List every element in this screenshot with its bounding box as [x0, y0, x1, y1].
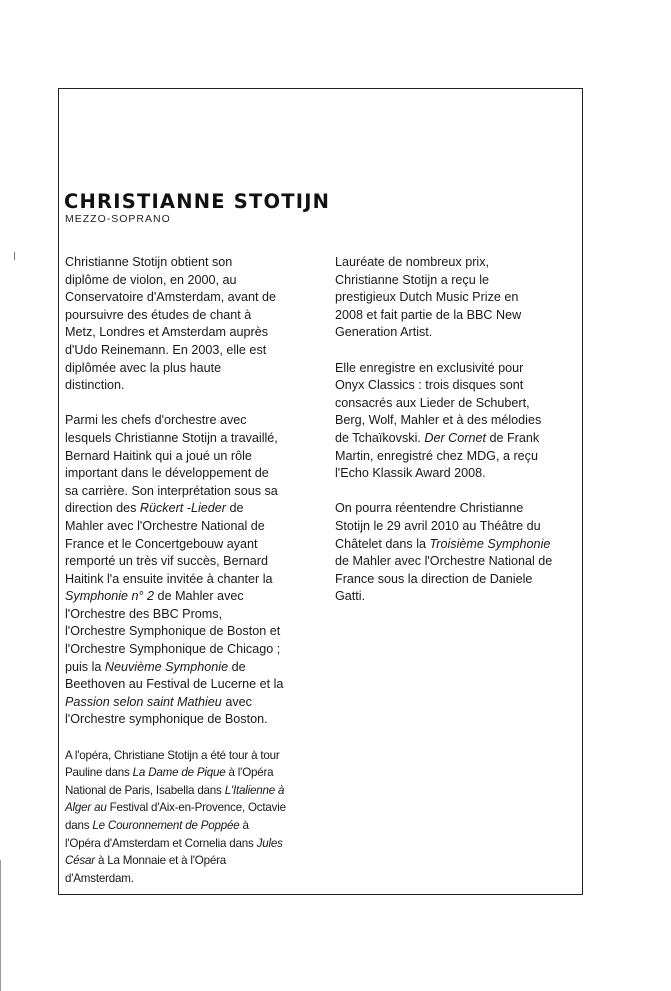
work-title: Rückert -Lieder — [139, 501, 226, 516]
text-line — [65, 835, 305, 853]
text-line: diplômée avec la plus haute — [65, 360, 222, 375]
text-line: France et le Concertgebouw ayant — [65, 536, 258, 551]
text-line — [65, 659, 305, 677]
right-column — [335, 254, 580, 623]
text-run: puis la — [65, 659, 105, 674]
text-line — [65, 782, 305, 800]
text-run: de Tchaïkovski. — [335, 430, 425, 445]
text-line — [65, 764, 305, 782]
text-line: d'Amsterdam. — [65, 871, 134, 885]
left-column — [65, 254, 305, 905]
bio-paragraph-6 — [335, 500, 580, 606]
text-line: diplôme de violon, en 2000, au — [65, 272, 237, 287]
text-run: Pauline dans — [65, 766, 133, 780]
text-line: Berg, Wolf, Mahler et à des mélodies — [335, 413, 542, 428]
work-title: Troisième Symphonie — [429, 536, 551, 551]
text-line: On pourra réentendre Christianne — [335, 501, 524, 516]
text-line: Generation Artist. — [335, 325, 433, 340]
text-run: à l'Opéra — [225, 766, 274, 780]
scan-edge-mark — [14, 252, 15, 260]
text-line: Metz, Londres et Amsterdam auprès — [65, 325, 268, 340]
text-line: Haitink l'a ensuite invitée à chanter la — [65, 571, 273, 586]
text-line: Onyx Classics : trois disques sont — [335, 378, 524, 393]
work-title: Le Couronnement de Poppée — [92, 819, 240, 832]
text-line: remporté un très vif succès, Bernard — [65, 554, 268, 569]
text-run: Festival d'Aix-en-Provence, Octavie — [106, 801, 286, 815]
text-line — [65, 588, 305, 606]
text-line: Conservatoire d'Amsterdam, avant de — [65, 290, 277, 305]
text-run: Châtelet dans la — [335, 536, 430, 551]
text-run: dans — [65, 819, 93, 832]
artist-role: MEZZO-SOPRANO — [65, 213, 171, 225]
text-line: Mahler avec l'Orchestre National de — [65, 518, 265, 533]
work-title: Jules — [256, 836, 283, 850]
show-through-text: ​ — [20, 560, 60, 658]
bio-paragraph-4 — [335, 254, 580, 342]
work-title: L'Italienne à — [224, 783, 285, 797]
scan-edge-line — [0, 860, 1, 991]
work-title: César — [65, 854, 95, 868]
text-line — [65, 799, 305, 817]
work-title: La Dame de Pique — [132, 766, 226, 780]
text-line: poursuivre des études de chant à — [65, 307, 252, 322]
text-line: l'Orchestre symphonique de Boston. — [65, 712, 268, 727]
text-line: Bernard Haitink qui a joué un rôle — [65, 448, 252, 463]
text-run: à — [239, 819, 249, 832]
text-line: Christianne Stotijn a reçu le — [335, 272, 490, 287]
text-line: Stotijn le 29 avril 2010 au Théâtre du — [335, 518, 541, 533]
text-run: à La Monnaie et à l'Opéra — [94, 854, 227, 868]
text-run: l'Opéra d'Amsterdam et Cornelia dans — [65, 836, 257, 850]
bio-paragraph-3 — [65, 747, 305, 888]
work-title: Neuvième Symphonie — [104, 659, 229, 674]
bio-paragraph-1 — [65, 254, 305, 395]
text-line: Parmi les chefs d'orchestre avec — [65, 413, 247, 428]
text-line: 2008 et fait partie de la BBC New — [335, 307, 522, 322]
text-run: de — [226, 501, 244, 516]
text-line: l'Echo Klassik Award 2008. — [335, 466, 486, 481]
work-title: Symphonie n° 2 — [65, 589, 155, 604]
text-line: Lauréate de nombreux prix, — [335, 255, 490, 269]
text-line: Beethoven au Festival de Lucerne et la — [65, 677, 284, 692]
text-line: d'Udo Reinemann. En 2003, elle est — [65, 342, 267, 357]
work-title: Passion selon saint Mathieu — [65, 694, 222, 709]
text-run: avec — [221, 694, 252, 709]
text-line: distinction. — [65, 378, 125, 393]
text-line: Christianne Stotijn obtient son — [65, 255, 233, 269]
text-line: Gatti. — [335, 589, 366, 604]
text-line: lesquels Christianne Stotijn a travaillé, — [65, 430, 278, 445]
text-line — [335, 536, 580, 554]
artist-name: CHRISTIANNE STOTIJN — [64, 190, 331, 213]
text-line: important dans le développement de — [65, 466, 269, 481]
text-line: l'Orchestre Symphonique de Chicago ; — [65, 642, 281, 657]
text-line: l'Orchestre des BBC Proms, — [65, 606, 223, 621]
text-line: consacrés aux Lieder de Schubert, — [335, 395, 530, 410]
text-line — [65, 500, 305, 518]
text-run: direction des — [65, 501, 140, 516]
text-line: sa carrière. Son interprétation sous sa — [65, 483, 278, 498]
work-title: Der Cornet — [424, 430, 486, 445]
text-line: de Mahler avec l'Orchestre National de — [335, 554, 553, 569]
text-line — [65, 694, 305, 712]
text-line: Elle enregistre en exclusivité pour — [335, 360, 524, 375]
text-run: National de Paris, Isabella dans — [65, 783, 225, 797]
bio-paragraph-2 — [65, 412, 305, 729]
text-line — [335, 430, 580, 448]
bio-paragraph-5 — [335, 360, 580, 483]
text-run: de — [228, 659, 246, 674]
text-line: France sous la direction de Daniele — [335, 571, 533, 586]
text-line — [65, 817, 305, 835]
work-title: Alger au — [65, 801, 107, 815]
text-run: de Frank — [485, 430, 540, 445]
text-line: prestigieux Dutch Music Prize en — [335, 290, 519, 305]
text-line — [65, 852, 305, 870]
text-run: de Mahler avec — [154, 589, 244, 604]
text-line: A l'opéra, Christiane Stotijn a été tour à tour — [65, 748, 280, 762]
text-line: Martin, enregistré chez MDG, a reçu — [335, 448, 538, 463]
text-line: l'Orchestre Symphonique de Boston et — [65, 624, 281, 639]
